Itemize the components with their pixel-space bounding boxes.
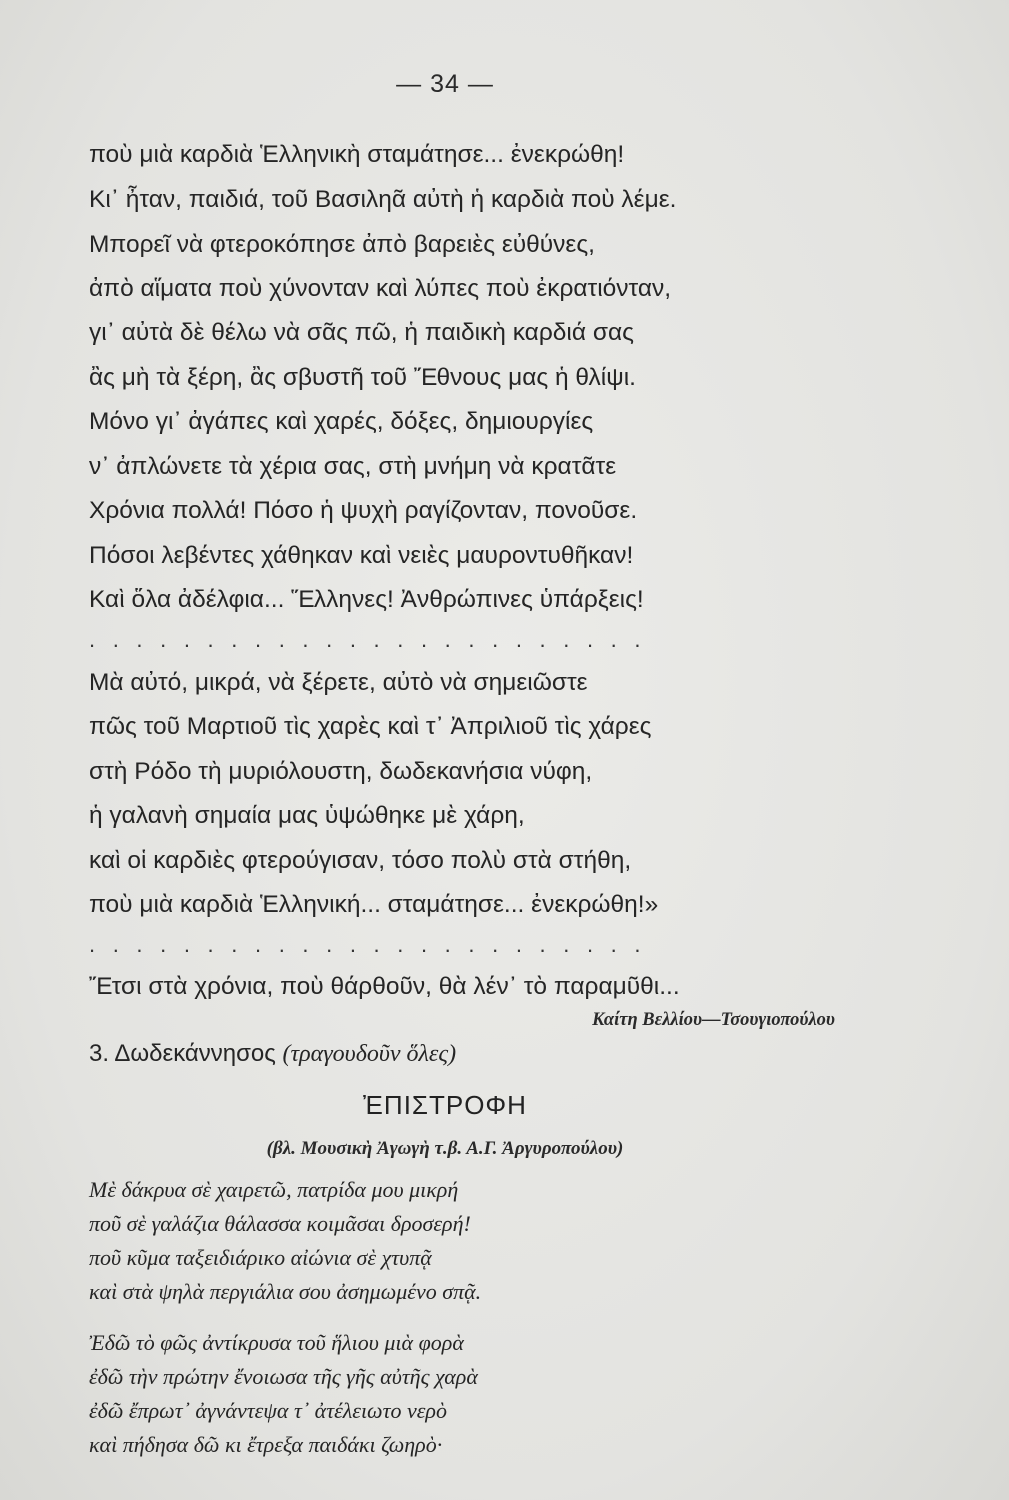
verse-line: καὶ στὰ ψηλὰ περγιάλια σου ἀσημωμένο σπᾷ. bbox=[89, 1279, 482, 1304]
poem-line: ποὺ μιὰ καρδιὰ Ἑλληνικὴ σταμάτησε... ἐνεκρώθη! bbox=[89, 141, 625, 168]
closing-line: Ἔτσι στὰ χρόνια, ποὺ θάρθοῦν, θὰ λέν᾽ τὸ παραμῦθι... bbox=[89, 973, 680, 1000]
song-title: ἘΠΙΣΤΡΟΦΗ bbox=[363, 1090, 527, 1120]
poem-line: πῶς τοῦ Μαρτιοῦ τὶς χαρὲς καὶ τ᾽ Ἀπριλιοῦ τὶς χάρες bbox=[89, 713, 652, 740]
verse-line: ποῦ κῦμα ταξειδιάρικο αἰώνια σὲ χτυπᾷ bbox=[89, 1245, 432, 1270]
section-note: (τραγουδοῦν ὅλες) bbox=[282, 1041, 457, 1067]
song-source: (βλ. Μουσικὴ Ἀγωγὴ τ.β. Α.Γ. Ἀργυροπούλου) bbox=[266, 1138, 624, 1159]
poem-line: Καὶ ὅλα ἀδέλφια... Ἕλληνες! Ἀνθρώπινες ὑπάρξεις! bbox=[89, 586, 644, 613]
section-title: 3. Δωδεκάννησος bbox=[89, 1040, 276, 1067]
poem-line: Μόνο γι᾽ ἀγάπες καὶ χαρές, δόξες, δημιουργίες bbox=[89, 408, 594, 435]
verse-line: ἐδῶ ἔπρωτ᾽ ἀγνάντεψα τ᾽ ἀτέλειωτο νερὸ bbox=[89, 1398, 447, 1423]
poem-line: ἂς μὴ τὰ ξέρη, ἂς σβυστῆ τοῦ Ἔθνους μας ἡ θλίψι. bbox=[89, 364, 636, 391]
poem-line: ἀπὸ αἵματα ποὺ χύνονταν καὶ λύπες ποὺ ἐκρατιόνταν, bbox=[89, 275, 672, 302]
author-signature: Καίτη Βελλίου—Τσουγιοπούλου bbox=[592, 1010, 835, 1030]
ellipsis-separator: ........................ bbox=[89, 627, 659, 652]
poem-line: Μπορεῖ νὰ φτεροκόπησε ἀπὸ βαρειὲς εὐθύνες, bbox=[89, 231, 595, 258]
poem-line: Πόσοι λεβέντες χάθηκαν καὶ νειὲς μαυροντυθῆκαν! bbox=[89, 542, 634, 569]
poem-line: καὶ οἱ καρδιὲς φτερούγισαν, τόσο πολὺ στὰ στήθη, bbox=[89, 847, 632, 874]
verse-line: ἐδῶ τὴν πρώτην ἔνοιωσα τῆς γῆς αὐτῆς χαρὰ bbox=[89, 1364, 478, 1389]
poem-line: ν᾽ ἀπλώνετε τὰ χέρια σας, στὴ μνήμη νὰ κρατᾶτε bbox=[89, 453, 617, 480]
verse-line: ποῦ σὲ γαλάζια θάλασσα κοιμᾶσαι δροσερή! bbox=[89, 1211, 471, 1236]
page-number: — 34 — bbox=[396, 70, 494, 98]
poem-line: Χρόνια πολλά! Πόσο ἡ ψυχὴ ραγίζονταν, πονοῦσε. bbox=[89, 497, 638, 524]
poem-line: Μὰ αὐτό, μικρά, νὰ ξέρετε, αὐτὸ νὰ σημειῶστε bbox=[89, 669, 588, 696]
poem-line: Κι᾽ ἦταν, παιδιά, τοῦ Βασιληᾶ αὐτὴ ἡ καρδιὰ ποὺ λέμε. bbox=[89, 186, 677, 213]
verse-line: Μὲ δάκρυα σὲ χαιρετῶ, πατρίδα μου μικρή bbox=[89, 1177, 459, 1202]
section-heading bbox=[89, 1040, 456, 1068]
poem-line: ποὺ μιὰ καρδιὰ Ἑλληνική... σταμάτησε... ἐνεκρώθη!» bbox=[89, 891, 659, 918]
poem-line: ἡ γαλανὴ σημαία μας ὑψώθηκε μὲ χάρη, bbox=[89, 802, 525, 829]
verse-line: Ἐδῶ τὸ φῶς ἀντίκρυσα τοῦ ἥλιου μιὰ φορὰ bbox=[89, 1330, 464, 1355]
verse-line: καὶ πήδησα δῶ κι ἔτρεξα παιδάκι ζωηρὸ· bbox=[89, 1432, 443, 1457]
ellipsis-separator: ........................ bbox=[89, 932, 659, 957]
poem-line: στὴ Ρόδο τὴ μυριόλουστη, δωδεκανήσια νύφη, bbox=[89, 758, 593, 785]
poem-line: γι᾽ αὐτὰ δὲ θέλω νὰ σᾶς πῶ, ἡ παιδικὴ καρδιά σας bbox=[89, 319, 634, 346]
